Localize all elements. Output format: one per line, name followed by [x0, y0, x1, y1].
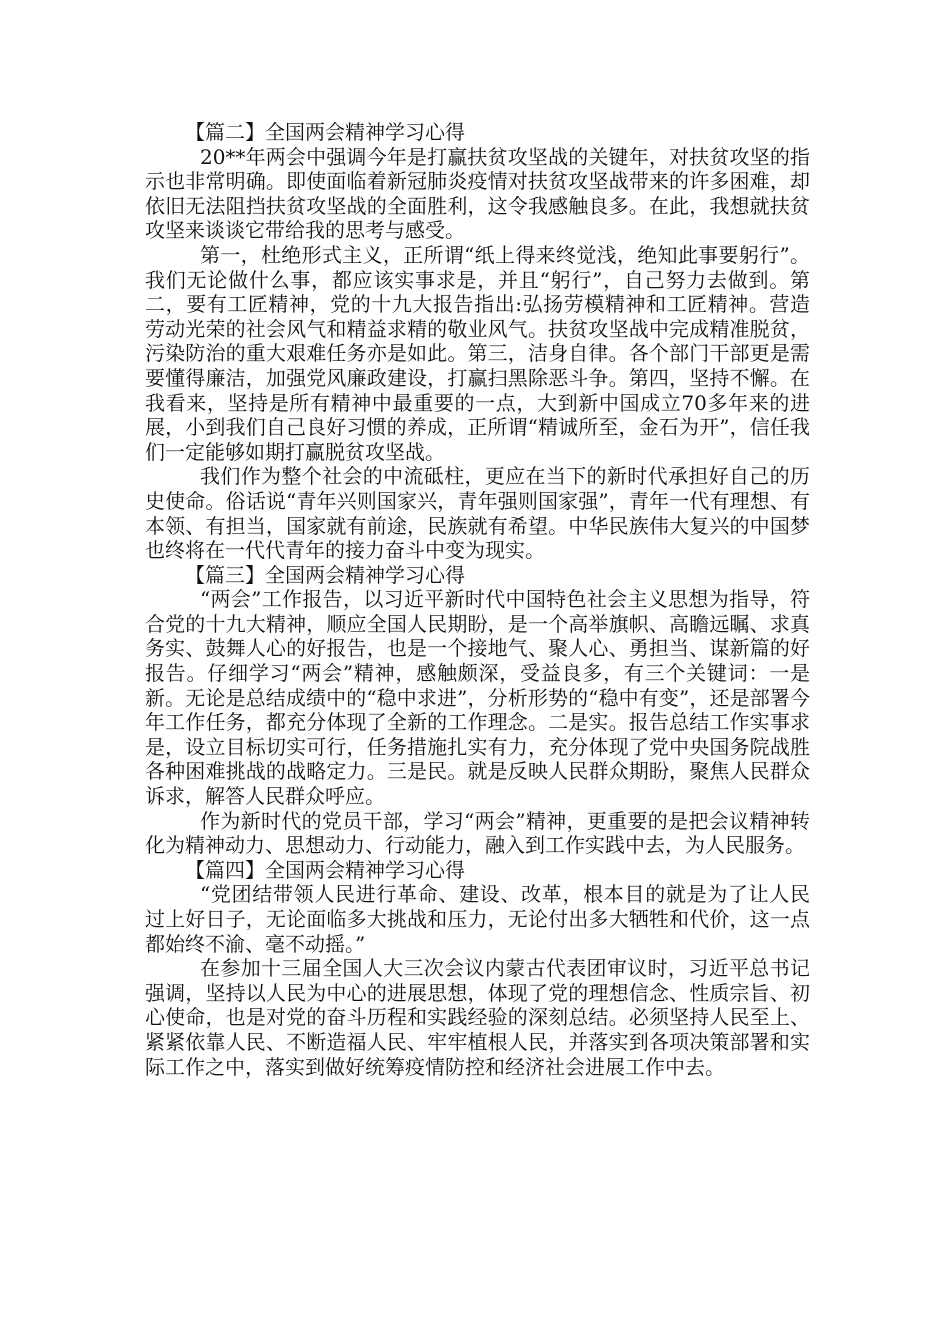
section-3-paragraph-1: “两会”工作报告，以习近平新时代中国特色社会主义思想为指导，符合党的十九大精神，顺应全国人民期盼，是一个高举旗帜、高瞻远瞩、求真务实、鼓舞人心的好报告，也是一个接地气、聚人心、勇担当、谋新篇的好报告。仔细学习“两会”精神，感触颇深，受益良多，有三个关键词：一是新。无论是总结成绩中的“稳中求进”，分析形势的“稳中有变”，还是部署今年工作任务，都充分体现了全新的工作理念。二是实。报告总结工作实事求是，设立目标切实可行，任务措施扎实有力，充分体现了党中央国务院战胜各种困难挑战的战略定力。三是民。就是反映人民群众期盼，聚焦人民群众诉求，解答人民群众呼应。 — [145, 587, 810, 809]
section-2-paragraph-1: 20**年两会中强调今年是打赢扶贫攻坚战的关键年，对扶贫攻坚的指示也非常明确。即使面临着新冠肺炎疫情对扶贫攻坚战带来的许多困难，却依旧无法阻挡扶贫攻坚战的全面胜利，这令我感触良多。在此，我想就扶贫攻坚来谈谈它带给我的思考与感受。 — [145, 144, 810, 243]
section-4-paragraph-2: 在参加十三届全国人大三次会议内蒙古代表团审议时，习近平总书记强调，坚持以人民为中心的进展思想，体现了党的理想信念、性质宗旨、初心使命，也是对党的奋斗历程和实践经验的深刻总结。必须坚持人民至上、紧紧依靠人民、不断造福人民、牢牢植根人民，并落实到各项决策部署和实际工作之中，落实到做好统筹疫情防控和经济社会进展工作中去。 — [145, 956, 810, 1079]
document-page — [145, 120, 810, 1079]
section-3-heading: 【篇三】全国两会精神学习心得 — [185, 562, 465, 587]
section-2-paragraph-3: 我们作为整个社会的中流砥柱，更应在当下的新时代承担好自己的历史使命。俗话说“青年兴则国家兴，青年强则国家强”，青年一代有理想、有本领、有担当，国家就有前途，民族就有希望。中华民族伟大复兴的中国梦也终将在一代代青年的接力奋斗中变为现实。 — [145, 464, 810, 563]
section-4-paragraph-1: “党团结带领人民进行革命、建设、改革，根本目的就是为了让人民过上好日子，无论面临多大挑战和压力，无论付出多大牺牲和代价，这一点都始终不渝、毫不动摇。” — [145, 882, 810, 956]
section-2-heading: 【篇二】全国两会精神学习心得 — [185, 120, 465, 144]
section-2-paragraph-2: 第一，杜绝形式主义，正所谓“纸上得来终觉浅，绝知此事要躬行”。我们无论做什么事，都应该实事求是，并且“躬行”，自己努力去做到。第二，要有工匠精神，党的十九大报告指出:弘扬劳模精神和工匠精神。营造劳动光荣的社会风气和精益求精的敬业风气。扶贫攻坚战中完成精准脱贫，污染防治的重大艰难任务亦是如此。第三，洁身自律。各个部门干部更是需要懂得廉洁，加强党风廉政建设，打赢扫黑除恶斗争。第四，坚持不懈。在我看来，坚持是所有精神中最重要的一点，大到新中国成立70多年来的进展，小到我们自己良好习惯的养成，正所谓“精诚所至，金石为开”，信任我们一定能够如期打赢脱贫攻坚战。 — [145, 242, 810, 464]
section-4-heading: 【篇四】全国两会精神学习心得 — [185, 857, 465, 882]
section-3-paragraph-2: 作为新时代的党员干部，学习“两会”精神，更重要的是把会议精神转化为精神动力、思想动力、行动能力，融入到工作实践中去，为人民服务。 — [145, 808, 810, 858]
